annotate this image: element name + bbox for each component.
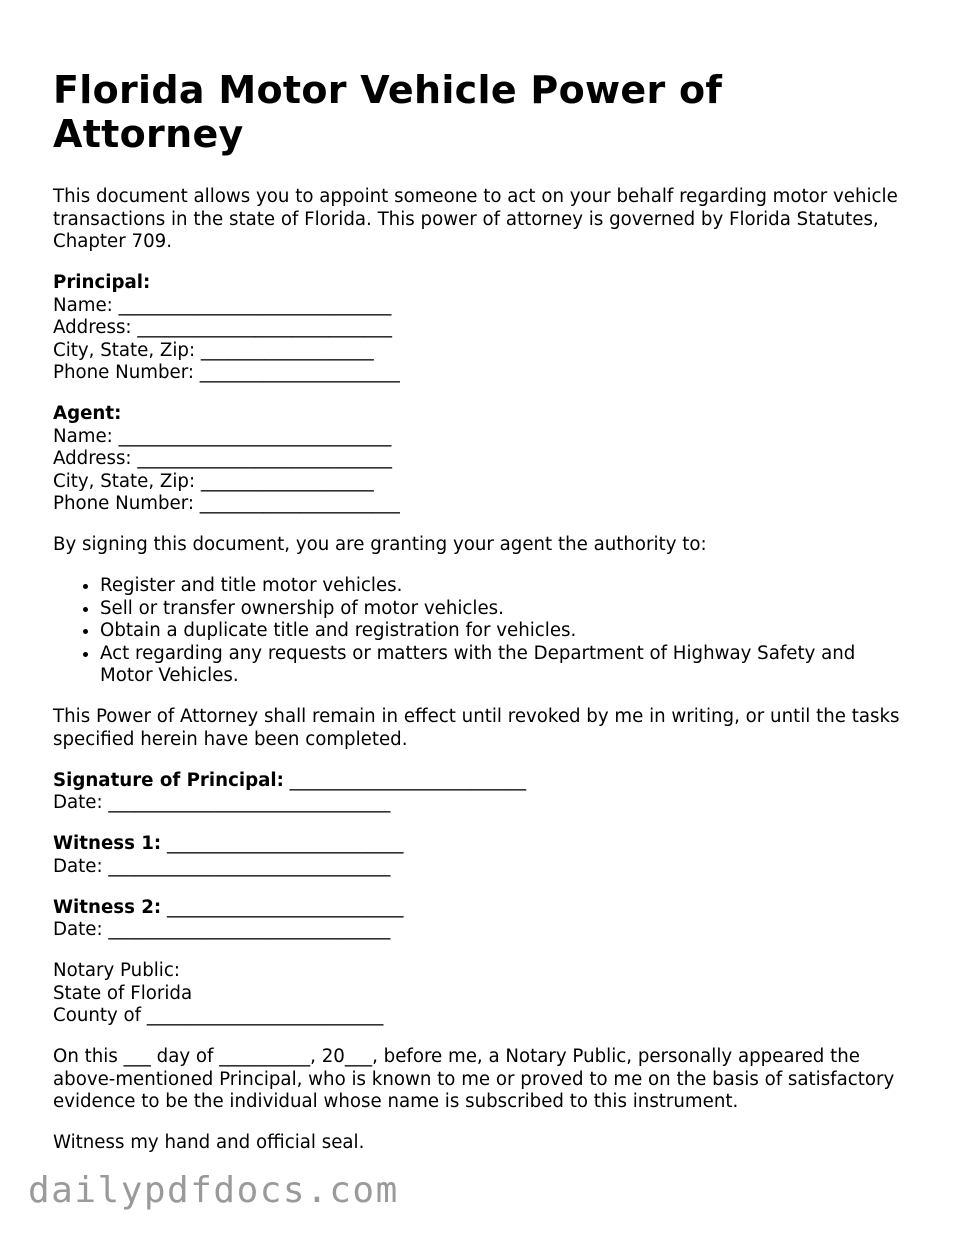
witness1-date-field: Date: _______________________________	[53, 855, 391, 877]
list-item: • Sell or transfer ownership of motor vehicles.	[100, 598, 903, 621]
principal-section	[53, 272, 903, 385]
closing-line: Witness my hand and official seal.	[53, 1132, 365, 1153]
principal-address-field: Address: ____________________________	[53, 317, 392, 338]
agent-name-field: Name: ______________________________	[53, 425, 392, 447]
list-item: • Obtain a duplicate title and registration for vehicles.	[100, 620, 903, 643]
signature-line: __________________________	[283, 769, 527, 791]
document-page	[53, 68, 903, 1173]
agent-city-field: City, State, Zip: ___________________	[53, 470, 374, 492]
principal-phone-field: Phone Number: ______________________	[53, 362, 400, 383]
agent-heading: Agent:	[53, 403, 122, 424]
acknowledgment-paragraph: On this ___ day of __________, 20___, before me, a Notary Public, personally appeared the above-mentioned Principal, who is known to me or proved to me on the basis of satisfactory evidence to be the individual whose name is subscribed to this instrument.	[53, 1046, 895, 1112]
agent-section	[53, 403, 903, 516]
witness2-date-field: Date: _______________________________	[53, 919, 391, 940]
signature-section	[53, 770, 903, 815]
witness2-section	[53, 897, 903, 942]
witness1-line: __________________________	[161, 833, 404, 854]
list-item: • Register and title motor vehicles.	[100, 575, 903, 598]
principal-heading: Principal:	[53, 272, 151, 293]
witness2-line: __________________________	[161, 896, 404, 918]
notary-label: Notary Public:	[53, 960, 180, 981]
signature-date-field: Date: _______________________________	[53, 792, 391, 813]
notary-section	[53, 960, 903, 1028]
powers-list	[53, 575, 903, 688]
document-title: Florida Motor Vehicle Power of Attorney	[53, 68, 723, 156]
notary-county-field: County of __________________________	[53, 1005, 384, 1026]
notary-state: State of Florida	[53, 982, 193, 1004]
principal-name-field: Name: ______________________________	[53, 294, 392, 316]
intro-paragraph: This document allows you to appoint someone to act on your behalf regarding motor vehicle transactions in the state of Florida. This power of attorney is governed by Florida Statutes, Chapter 709.	[53, 186, 898, 252]
list-item: • Act regarding any requests or matters with the Department of Highway Safety and Motor Vehicles.	[100, 643, 903, 688]
agent-address-field: Address: ____________________________	[53, 448, 392, 469]
witness2-label: Witness 2:	[53, 896, 162, 918]
witness1-label: Witness 1:	[53, 833, 162, 854]
principal-city-field: City, State, Zip: ___________________	[53, 339, 374, 361]
watermark: dailypdfdocs.com	[28, 1170, 399, 1211]
agent-phone-field: Phone Number: ______________________	[53, 493, 400, 514]
duration-paragraph: This Power of Attorney shall remain in effect until revoked by me in writing, or until the tasks specified herein have been completed.	[53, 706, 900, 750]
witness1-section	[53, 833, 903, 878]
signature-label: Signature of Principal:	[53, 769, 284, 791]
grant-intro: By signing this document, you are granting your agent the authority to:	[53, 534, 707, 555]
